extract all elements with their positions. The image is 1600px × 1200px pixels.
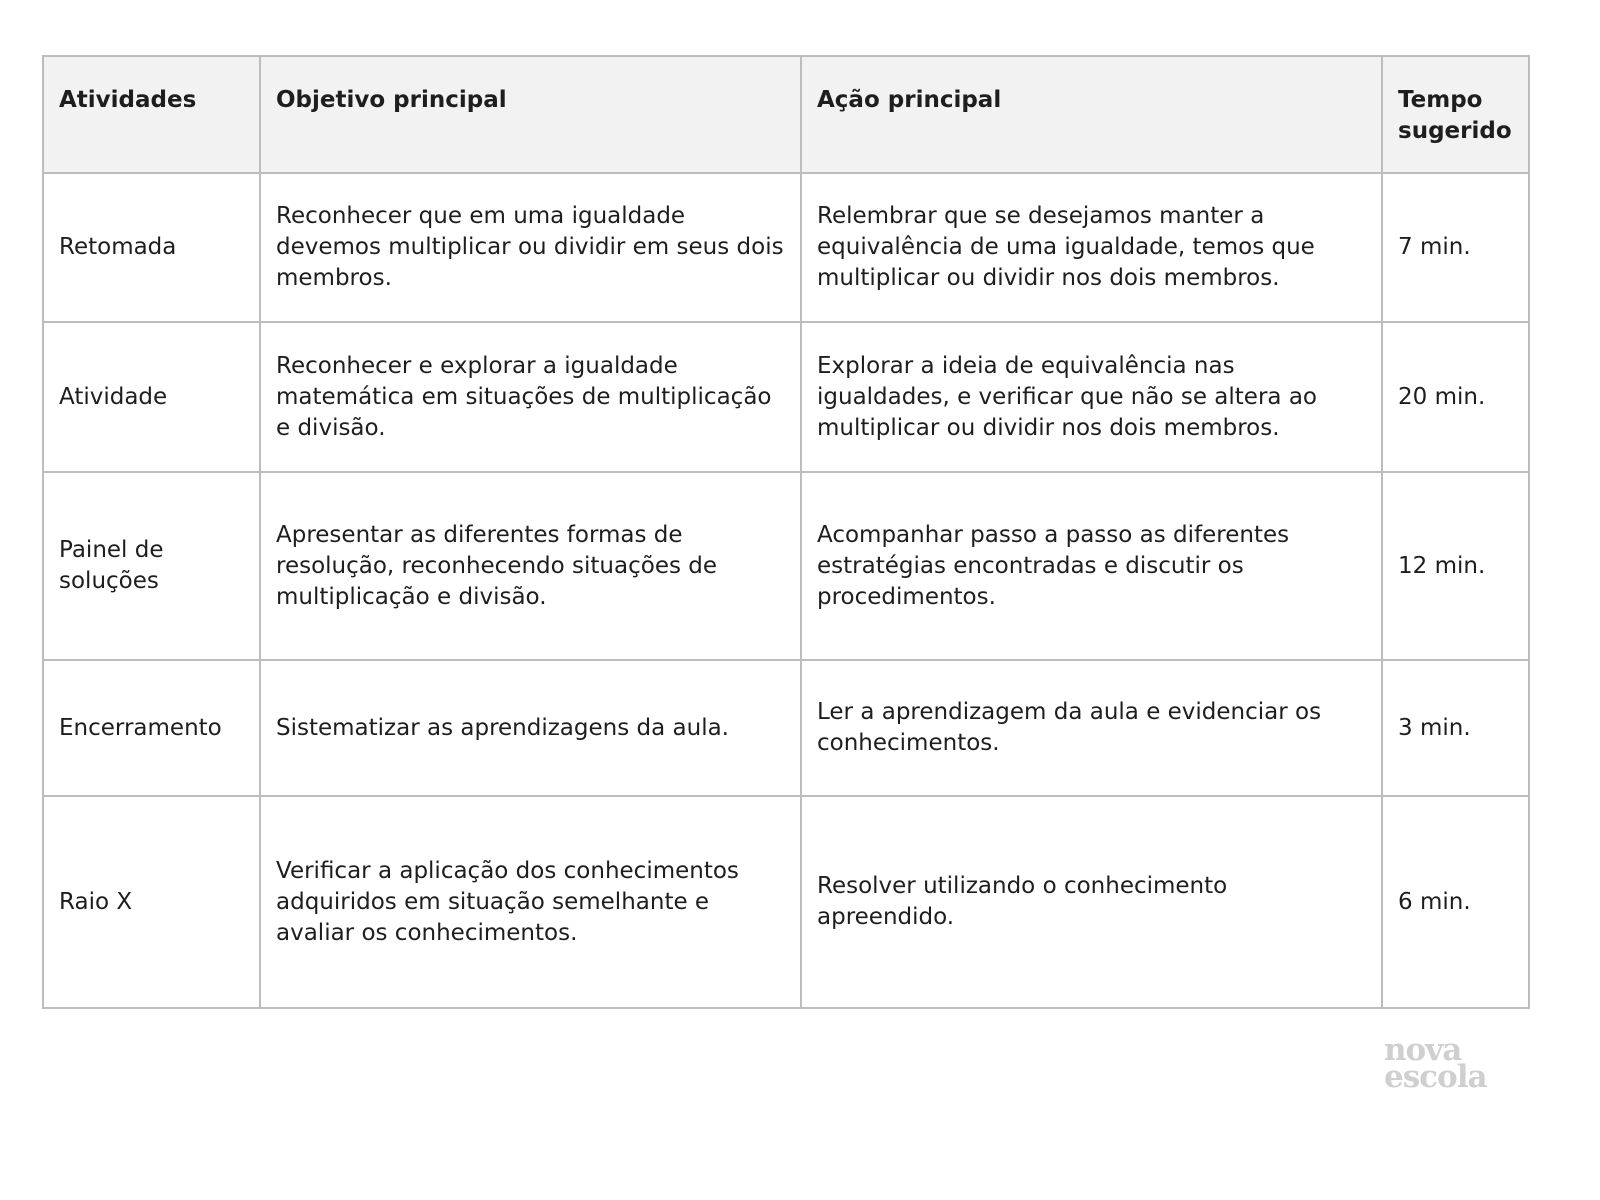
cell-acao: Resolver utilizando o conhecimento apreendido.	[801, 796, 1382, 1008]
cell-acao: Relembrar que se desejamos manter a equivalência de uma igualdade, temos que multiplicar ou dividir nos dois membros.	[801, 173, 1382, 322]
cell-objetivo: Apresentar as diferentes formas de resolução, reconhecendo situações de multiplicação e divisão.	[260, 472, 801, 660]
cell-objetivo: Sistematizar as aprendizagens da aula.	[260, 660, 801, 796]
table-row	[43, 173, 1529, 322]
cell-atividade: Atividade	[43, 322, 260, 472]
cell-acao: Acompanhar passo a passo as diferentes estratégias encontradas e discutir os procedimentos.	[801, 472, 1382, 660]
header-row	[43, 56, 1529, 173]
logo-line-nova: nova	[1384, 1032, 1462, 1068]
table-header	[43, 56, 1529, 173]
cell-tempo: 7 min.	[1382, 173, 1529, 322]
header-atividades: Atividades	[43, 56, 260, 173]
table-row	[43, 796, 1529, 1008]
cell-atividade: Retomada	[43, 173, 260, 322]
table-row	[43, 322, 1529, 472]
cell-acao: Explorar a ideia de equivalência nas igualdades, e verificar que não se altera ao multiplicar ou dividir nos dois membros.	[801, 322, 1382, 472]
header-acao: Ação principal	[801, 56, 1382, 173]
nova-escola-logo	[1384, 1032, 1514, 1095]
logo-line-escola: escola	[1384, 1059, 1487, 1095]
cell-tempo: 12 min.	[1382, 472, 1529, 660]
cell-tempo: 3 min.	[1382, 660, 1529, 796]
cell-objetivo: Reconhecer e explorar a igualdade matemática em situações de multiplicação e divisão.	[260, 322, 801, 472]
cell-atividade: Painel de soluções	[43, 472, 260, 660]
cell-tempo: 20 min.	[1382, 322, 1529, 472]
lesson-plan-table	[42, 55, 1530, 1009]
table-row	[43, 472, 1529, 660]
header-objetivo: Objetivo principal	[260, 56, 801, 173]
cell-atividade: Encerramento	[43, 660, 260, 796]
cell-objetivo: Verificar a aplicação dos conhecimentos adquiridos em situação semelhante e avaliar os conhecimentos.	[260, 796, 801, 1008]
cell-tempo: 6 min.	[1382, 796, 1529, 1008]
cell-acao: Ler a aprendizagem da aula e evidenciar os conhecimentos.	[801, 660, 1382, 796]
cell-objetivo: Reconhecer que em uma igualdade devemos multiplicar ou dividir em seus dois membros.	[260, 173, 801, 322]
cell-atividade: Raio X	[43, 796, 260, 1008]
table-row	[43, 660, 1529, 796]
header-tempo: Tempo sugerido	[1382, 56, 1529, 173]
table-body	[43, 173, 1529, 1008]
